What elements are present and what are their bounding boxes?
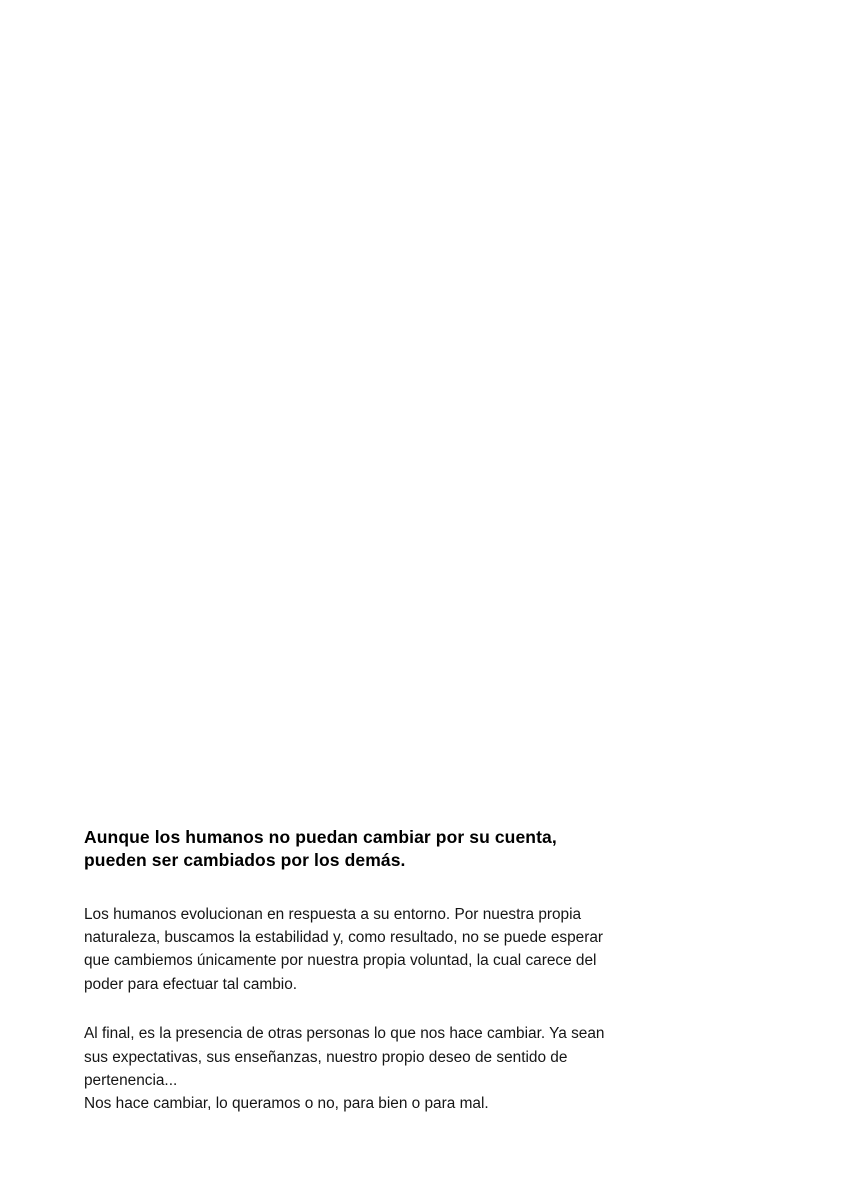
paragraph-2-line-2: Nos hace cambiar, lo queramos o no, para bien o para mal. xyxy=(84,1095,489,1113)
body-paragraph-2 xyxy=(84,1022,612,1116)
page-title: Aunque los humanos no puedan cambiar por su cuenta, pueden ser cambiados por los demás. xyxy=(84,827,557,871)
body-paragraph-1: Los humanos evolucionan en respuesta a su entorno. Por nuestra propia naturaleza, buscamos la estabilidad y, como resultado, no se puede esperar que cambiemos únicamente por nuestra propia voluntad, la cual carece del poder para efectuar tal cambio. xyxy=(84,905,604,993)
paragraph-2-line-1: Al final, es la presencia de otras personas lo que nos hace cambiar. Ya sean sus expectativas, sus enseñanzas, nuestro propio deseo de sentido de pertenencia... xyxy=(84,1025,605,1089)
text-content-block xyxy=(84,826,624,1116)
